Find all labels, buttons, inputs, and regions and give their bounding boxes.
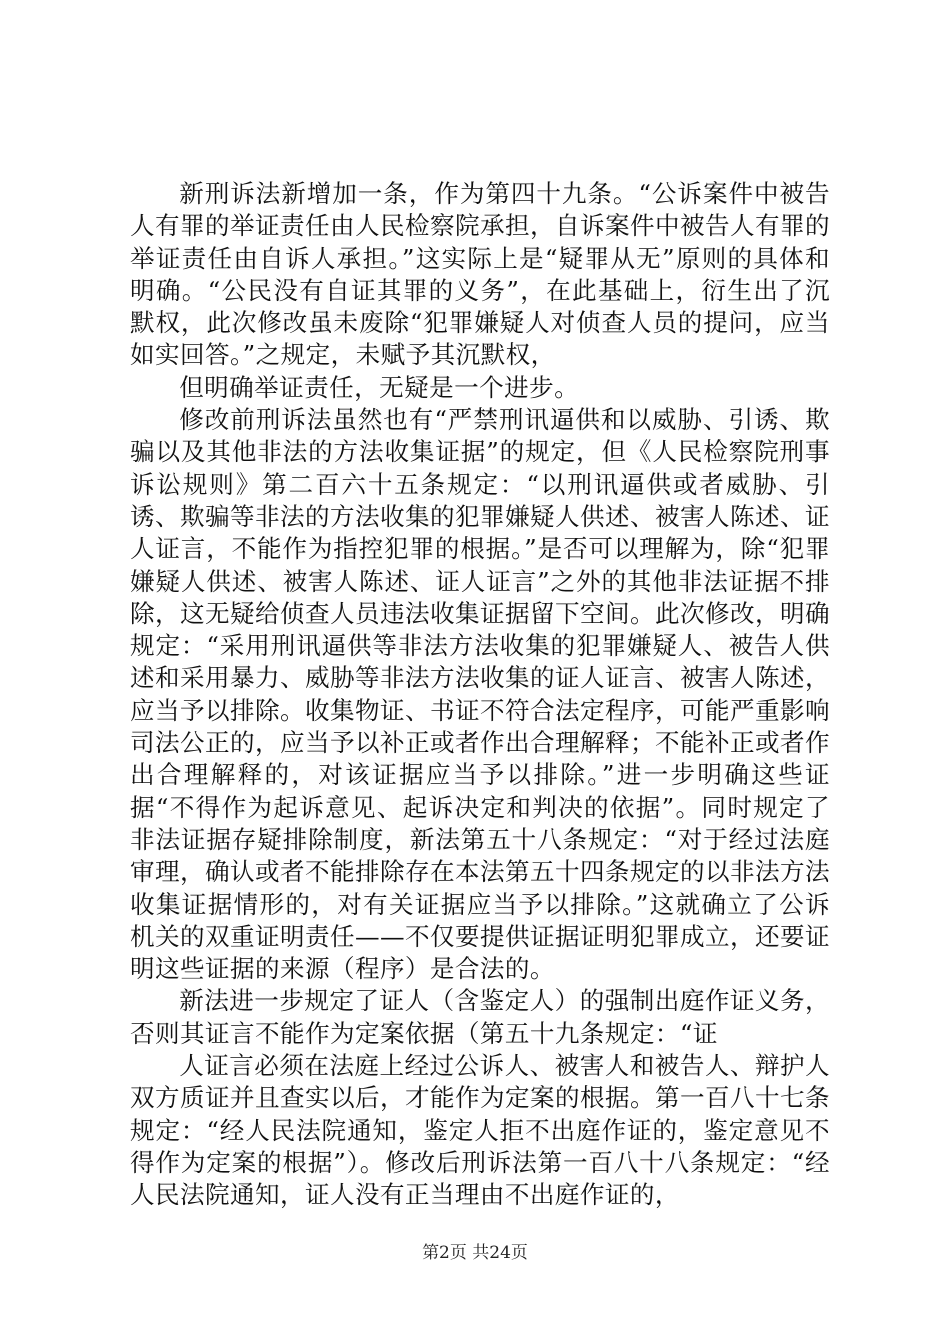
paragraph-4: 新法进一步规定了证人（含鉴定人）的强制出庭作证义务，否则其证言不能作为定案依据（第五十九条规定：“证 <box>130 986 830 1048</box>
paragraph-1: 新刑诉法新增加一条，作为第四十九条。“公诉案件中被告人有罪的举证责任由人民检察院承担，自诉案件中被告人有罪的举证责任由自诉人承担。”这实际上是“疑罪从无”原则的具体和明确。“公民没有自证其罪的义务”，在此基础上，衍生出了沉默权，此次修改虽未废除“犯罪嫌疑人对侦查人员的提问，应当如实回答。”之规定，未赋予其沉默权， <box>130 179 830 370</box>
page-number-footer: 第2页 共24页 <box>422 1243 528 1263</box>
paragraph-3: 修改前刑诉法虽然也有“严禁刑讯逼供和以威胁、引诱、欺骗以及其他非法的方法收集证据”的规定，但《人民检察院刑事诉讼规则》第二百六十五条规定：“以刑讯逼供或者威胁、引诱、欺骗等非法的方法收集的犯罪嫌疑人供述、被害人陈述、证人证言，不能作为指控犯罪的根据。”是否可以理解为，除“犯罪嫌疑人供述、被害人陈述、证人证言”之外的其他非法证据不排除，这无疑给侦查人员违法收集证据留下空间。此次修改，明确规定：“采用刑讯逼供等非法方法收集的犯罪嫌疑人、被告人供述和采用暴力、威胁等非法方法收集的证人证言、被害人陈述，应当予以排除。收集物证、书证不符合法定程序，可能严重影响司法公正的，应当予以补正或者作出合理解释；不能补正或者作出合理解释的，对该证据应当予以排除。”进一步明确这些证据“不得作为起诉意见、起诉决定和判决的依据”。同时规定了非法证据存疑排除制度，新法第五十八条规定：“对于经过法庭审理，确认或者不能排除存在本法第五十四条规定的以非法方法收集证据情形的，对有关证据应当予以排除。”这就确立了公诉机关的双重证明责任——不仅要提供证据证明犯罪成立，还要证明这些证据的来源（程序）是合法的。 <box>130 405 830 984</box>
paragraph-5: 人证言必须在法庭上经过公诉人、被害人和被告人、辩护人双方质证并且查实以后，才能作为定案的根据。第一百八十七条规定：“经人民法院通知，鉴定人拒不出庭作证的，鉴定意见不得作为定案的根据”）。修改后刑诉法第一百八十八条规定：“经人民法院通知，证人没有正当理由不出庭作证的， <box>130 1051 830 1210</box>
paragraph-2: 但明确举证责任，无疑是一个进步。 <box>179 372 580 402</box>
document-body <box>130 178 830 1212</box>
